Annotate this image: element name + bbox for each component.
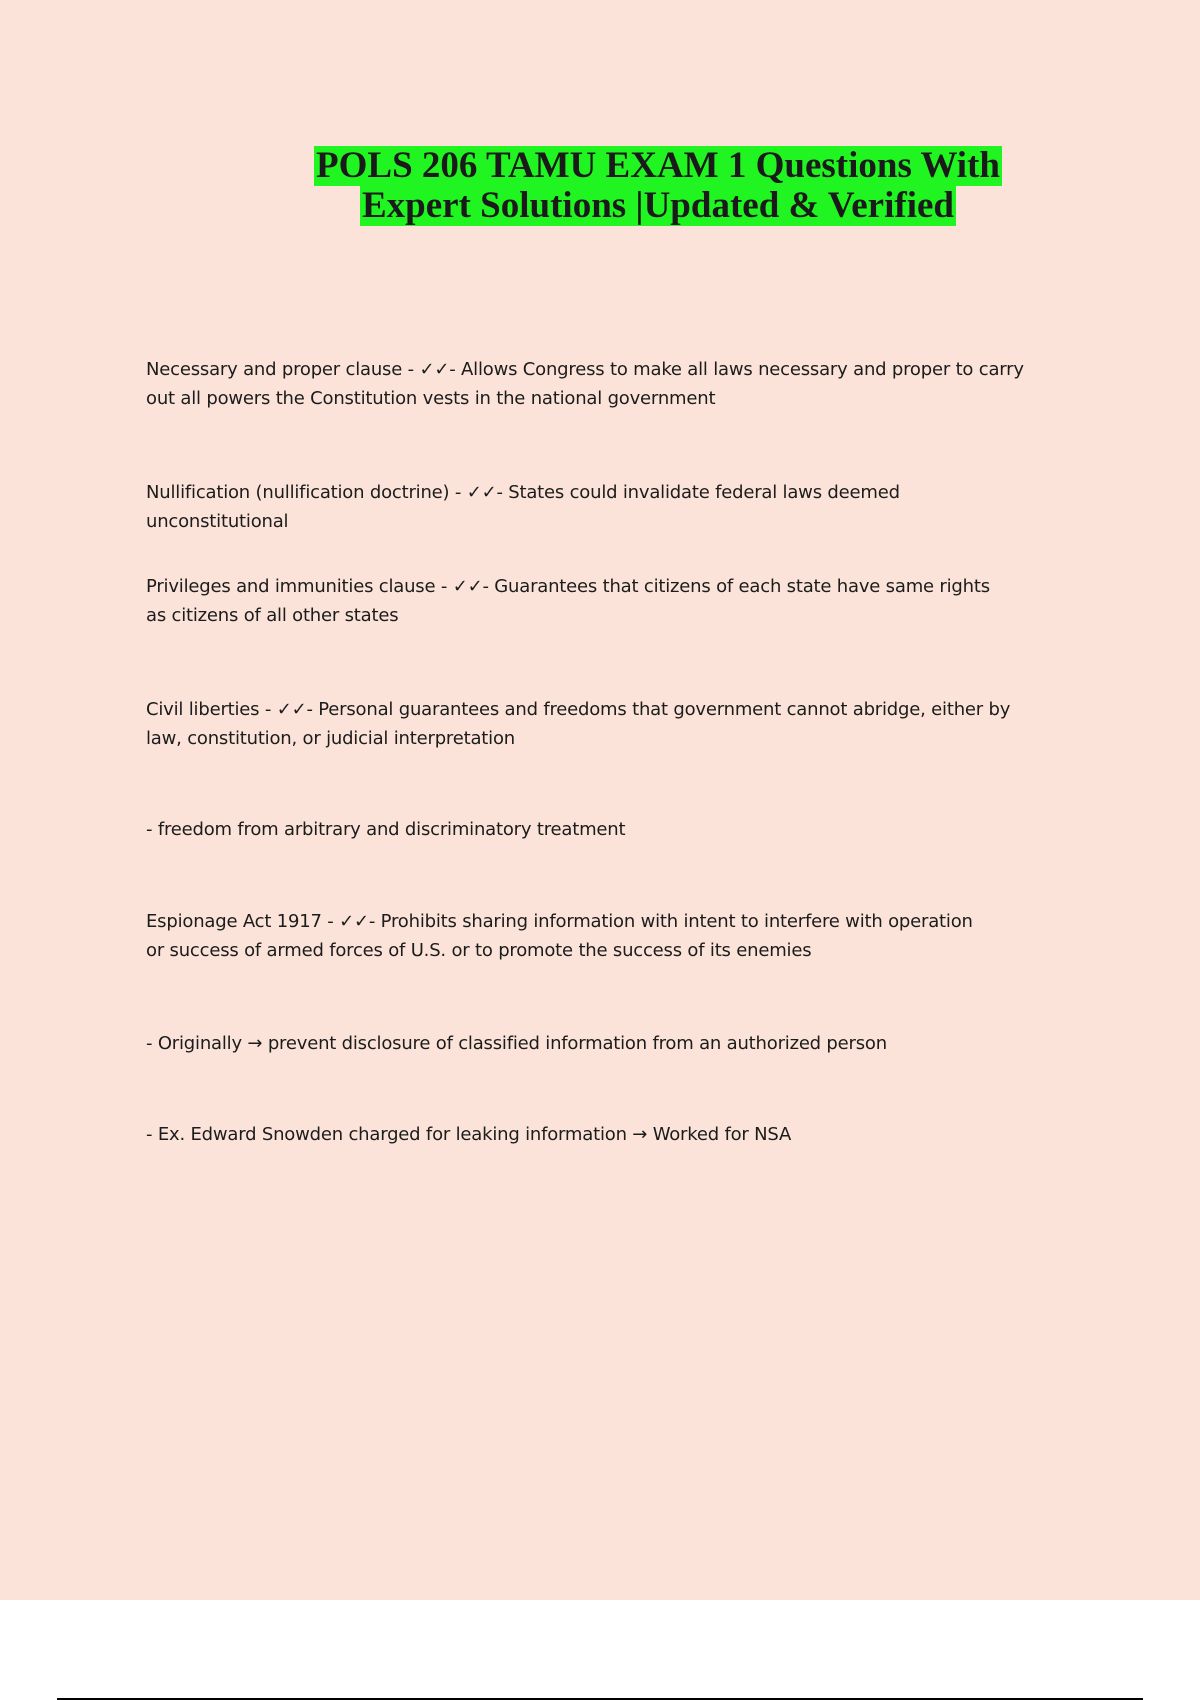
entry-term: Privileges and immunities clause - [146, 576, 453, 597]
entry-note: - Ex. Edward Snowden charged for leaking information → Worked for NSA [146, 1124, 792, 1145]
entry-term: Necessary and proper clause - [146, 359, 420, 380]
entry-term: Espionage Act 1917 - [146, 911, 340, 932]
entry-note: - Originally → prevent disclosure of classified information from an authorized person [146, 1033, 887, 1054]
qa-entry [146, 355, 1046, 413]
checkmark-icon: ✓✓ [419, 359, 450, 380]
entry-answer-continued: out all powers the Constitution vests in the national government [146, 388, 716, 409]
checkmark-icon: ✓✓ [452, 576, 483, 597]
entry-answer: - Allows Congress to make all laws necessary and proper to carry [449, 359, 1024, 380]
qa-entry-note [146, 1029, 1046, 1058]
entry-answer: - States could invalidate federal laws deemed unconstitutional [146, 482, 900, 532]
document-title [0, 146, 1200, 226]
entry-answer: - Prohibits sharing information with intent to interfere with operation [368, 911, 973, 932]
qa-entry-note [146, 1120, 1046, 1149]
checkmark-icon: ✓✓ [466, 482, 497, 503]
entry-answer: - Personal guarantees and freedoms that government cannot abridge, either by [306, 699, 1011, 720]
entry-term: Nullification (nullification doctrine) - [146, 482, 467, 503]
checkmark-icon: ✓✓ [276, 699, 307, 720]
entry-answer: - Guarantees that citizens of each state have same rights [482, 576, 990, 597]
entry-term: Civil liberties - [146, 699, 277, 720]
entry-answer-continued: as citizens of all other states [146, 605, 399, 626]
qa-entry [146, 907, 1046, 965]
qa-entry [146, 695, 1046, 753]
title-line-1: POLS 206 TAMU EXAM 1 Questions With [316, 145, 1000, 186]
title-line-2: Expert Solutions |Updated & Verified [362, 185, 954, 226]
entry-answer-continued: law, constitution, or judicial interpretation [146, 728, 515, 749]
qa-entry [146, 572, 1046, 630]
qa-entry [146, 478, 1046, 536]
entry-note: - freedom from arbitrary and discriminatory treatment [146, 819, 626, 840]
entry-answer-continued: or success of armed forces of U.S. or to promote the success of its enemies [146, 940, 812, 961]
qa-entry-note [146, 815, 1046, 844]
checkmark-icon: ✓✓ [339, 911, 369, 932]
